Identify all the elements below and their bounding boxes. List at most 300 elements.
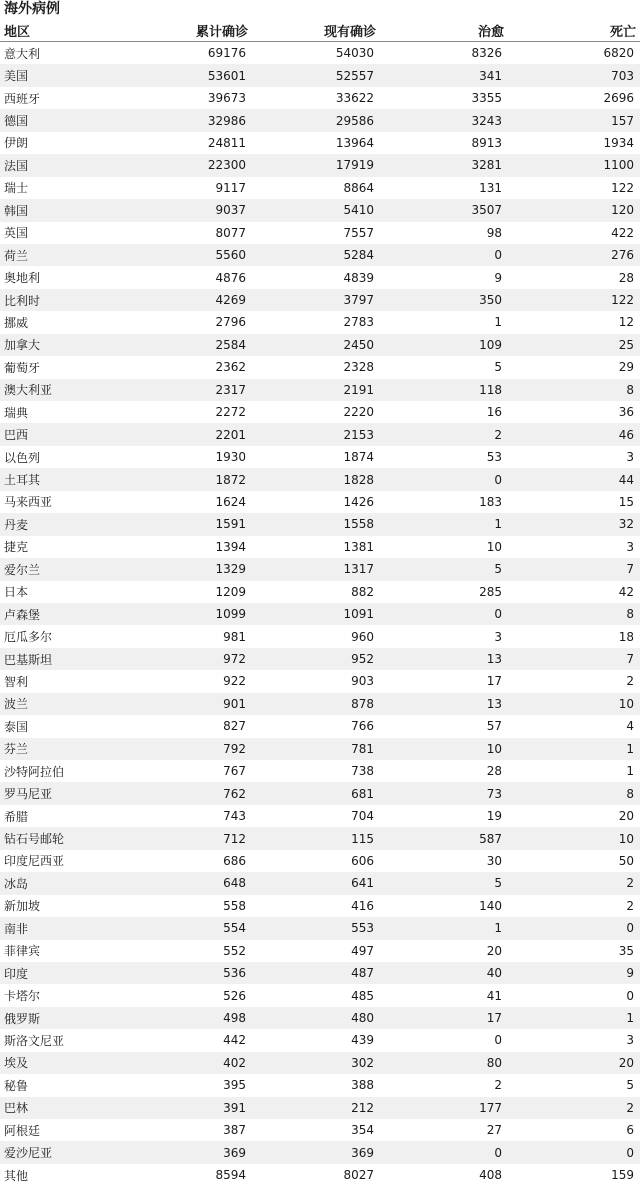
cell-deaths: 3 [508,1029,640,1051]
table-row [0,625,640,647]
cell-region: 法国 [0,154,132,176]
cell-current: 1828 [252,468,380,490]
table-row [0,1074,640,1096]
table-row [0,670,640,692]
cell-region: 葡萄牙 [0,356,132,378]
cell-region: 瑞典 [0,401,132,423]
cell-total: 526 [132,984,252,1006]
cell-current: 3797 [252,289,380,311]
cell-region: 韩国 [0,199,132,221]
cell-current: 8027 [252,1164,380,1186]
cell-total: 9037 [132,199,252,221]
cell-region: 比利时 [0,289,132,311]
cell-deaths: 3 [508,536,640,558]
cell-current: 606 [252,850,380,872]
cell-cured: 140 [380,895,508,917]
table-row [0,782,640,804]
cell-deaths: 122 [508,177,640,199]
table-row [0,648,640,670]
cell-total: 39673 [132,87,252,109]
cell-total: 32986 [132,109,252,131]
cell-cured: 183 [380,491,508,513]
table-row [0,895,640,917]
cell-cured: 20 [380,940,508,962]
cell-total: 558 [132,895,252,917]
cell-deaths: 422 [508,222,640,244]
cell-cured: 53 [380,446,508,468]
cell-region: 荷兰 [0,244,132,266]
table-row [0,311,640,333]
cell-cured: 0 [380,468,508,490]
cell-deaths: 44 [508,468,640,490]
cell-region: 伊朗 [0,132,132,154]
cell-total: 369 [132,1141,252,1163]
cell-current: 33622 [252,87,380,109]
cell-cured: 13 [380,693,508,715]
cell-deaths: 7 [508,558,640,580]
cell-current: 485 [252,984,380,1006]
cell-current: 2153 [252,423,380,445]
cell-current: 903 [252,670,380,692]
cell-current: 1874 [252,446,380,468]
cell-cured: 17 [380,670,508,692]
table-row [0,177,640,199]
cell-deaths: 9 [508,962,640,984]
cell-cured: 0 [380,1029,508,1051]
table-row [0,491,640,513]
cell-deaths: 276 [508,244,640,266]
cell-cured: 10 [380,536,508,558]
cell-total: 9117 [132,177,252,199]
cell-region: 沙特阿拉伯 [0,760,132,782]
cell-total: 2584 [132,334,252,356]
cell-deaths: 122 [508,289,640,311]
cell-deaths: 36 [508,401,640,423]
cell-total: 395 [132,1074,252,1096]
column-header-deaths: 死亡 [508,19,640,42]
cell-total: 712 [132,827,252,849]
cell-total: 972 [132,648,252,670]
cell-deaths: 42 [508,581,640,603]
table-row [0,1097,640,1119]
cell-deaths: 12 [508,311,640,333]
cell-deaths: 7 [508,648,640,670]
cell-current: 766 [252,715,380,737]
cell-region: 美国 [0,64,132,86]
cell-region: 阿根廷 [0,1119,132,1141]
cell-cured: 341 [380,64,508,86]
table-row [0,872,640,894]
cell-deaths: 2 [508,872,640,894]
cell-cured: 350 [380,289,508,311]
cell-total: 387 [132,1119,252,1141]
cell-total: 4876 [132,266,252,288]
cell-deaths: 0 [508,1141,640,1163]
cell-deaths: 50 [508,850,640,872]
table-row [0,850,640,872]
table-row [0,109,640,131]
header-row [0,19,640,42]
cell-cured: 40 [380,962,508,984]
column-header-region: 地区 [0,19,132,42]
cell-current: 497 [252,940,380,962]
cell-total: 8594 [132,1164,252,1186]
cell-current: 439 [252,1029,380,1051]
cell-total: 69176 [132,42,252,65]
table-row [0,199,640,221]
cell-current: 5284 [252,244,380,266]
cell-current: 52557 [252,64,380,86]
table-row [0,64,640,86]
table-row [0,154,640,176]
cell-region: 钻石号邮轮 [0,827,132,849]
cell-current: 388 [252,1074,380,1096]
cell-current: 2783 [252,311,380,333]
cell-region: 马来西亚 [0,491,132,513]
cell-region: 英国 [0,222,132,244]
cell-total: 2362 [132,356,252,378]
cell-current: 1091 [252,603,380,625]
cell-region: 厄瓜多尔 [0,625,132,647]
cell-deaths: 2 [508,670,640,692]
cell-current: 8864 [252,177,380,199]
cell-total: 827 [132,715,252,737]
cell-region: 卡塔尔 [0,984,132,1006]
cell-deaths: 8 [508,782,640,804]
cell-region: 菲律宾 [0,940,132,962]
table-row [0,244,640,266]
table-row [0,984,640,1006]
cell-total: 901 [132,693,252,715]
cell-region: 芬兰 [0,738,132,760]
cell-cured: 30 [380,850,508,872]
cell-current: 4839 [252,266,380,288]
cell-region: 澳大利亚 [0,379,132,401]
cell-current: 17919 [252,154,380,176]
cell-region: 加拿大 [0,334,132,356]
table-row [0,132,640,154]
cell-deaths: 10 [508,693,640,715]
table-row [0,468,640,490]
cell-current: 7557 [252,222,380,244]
page-title: 海外病例 [4,1,60,17]
cell-region: 意大利 [0,42,132,65]
cell-cured: 177 [380,1097,508,1119]
cell-current: 681 [252,782,380,804]
cell-total: 686 [132,850,252,872]
cell-deaths: 120 [508,199,640,221]
cell-cured: 5 [380,356,508,378]
table-header [0,19,640,42]
cell-deaths: 25 [508,334,640,356]
table-body [0,42,640,1187]
cell-deaths: 32 [508,513,640,535]
cell-cured: 3243 [380,109,508,131]
column-header-current: 现有确诊 [252,19,380,42]
table-row [0,1141,640,1163]
cell-current: 1381 [252,536,380,558]
cell-cured: 118 [380,379,508,401]
cell-cured: 73 [380,782,508,804]
cell-current: 369 [252,1141,380,1163]
cell-region: 秘鲁 [0,1074,132,1096]
cell-current: 5410 [252,199,380,221]
cell-deaths: 1100 [508,154,640,176]
cell-deaths: 18 [508,625,640,647]
table-row [0,42,640,65]
cell-region: 日本 [0,581,132,603]
cell-total: 22300 [132,154,252,176]
cell-region: 印度 [0,962,132,984]
cell-region: 巴基斯坦 [0,648,132,670]
cell-current: 2328 [252,356,380,378]
cell-current: 2191 [252,379,380,401]
cell-deaths: 2 [508,895,640,917]
cell-current: 738 [252,760,380,782]
cell-deaths: 29 [508,356,640,378]
cell-cured: 131 [380,177,508,199]
cell-deaths: 28 [508,266,640,288]
table-row [0,760,640,782]
cell-region: 罗马尼亚 [0,782,132,804]
cell-region: 丹麦 [0,513,132,535]
table-row [0,1052,640,1074]
cell-region: 希腊 [0,805,132,827]
cell-current: 2450 [252,334,380,356]
cell-cured: 57 [380,715,508,737]
cell-region: 波兰 [0,693,132,715]
cell-total: 792 [132,738,252,760]
cell-region: 捷克 [0,536,132,558]
cell-cured: 1 [380,311,508,333]
column-header-total: 累计确诊 [132,19,252,42]
cell-current: 641 [252,872,380,894]
cell-current: 29586 [252,109,380,131]
table-row [0,917,640,939]
table-row [0,87,640,109]
cell-cured: 285 [380,581,508,603]
table-row [0,289,640,311]
cell-total: 922 [132,670,252,692]
table-row [0,536,640,558]
cell-total: 552 [132,940,252,962]
cell-total: 24811 [132,132,252,154]
cell-deaths: 15 [508,491,640,513]
cell-cured: 28 [380,760,508,782]
cell-region: 以色列 [0,446,132,468]
cell-total: 1329 [132,558,252,580]
cell-region: 巴林 [0,1097,132,1119]
cell-region: 俄罗斯 [0,1007,132,1029]
cell-deaths: 10 [508,827,640,849]
cell-cured: 10 [380,738,508,760]
cell-region: 巴西 [0,423,132,445]
column-header-cured: 治愈 [380,19,508,42]
cell-total: 498 [132,1007,252,1029]
cell-cured: 9 [380,266,508,288]
cell-current: 212 [252,1097,380,1119]
cell-current: 302 [252,1052,380,1074]
cell-deaths: 46 [508,423,640,445]
cell-region: 德国 [0,109,132,131]
table-row [0,693,640,715]
cell-cured: 3507 [380,199,508,221]
table-row [0,581,640,603]
cell-region: 印度尼西亚 [0,850,132,872]
cell-region: 泰国 [0,715,132,737]
cell-deaths: 5 [508,1074,640,1096]
cell-total: 1099 [132,603,252,625]
cell-total: 2201 [132,423,252,445]
cell-cured: 2 [380,1074,508,1096]
cell-current: 952 [252,648,380,670]
cell-region: 埃及 [0,1052,132,1074]
cell-current: 416 [252,895,380,917]
cell-region: 智利 [0,670,132,692]
cell-deaths: 0 [508,984,640,1006]
table-row [0,962,640,984]
table-row [0,334,640,356]
cell-current: 960 [252,625,380,647]
cell-region: 冰岛 [0,872,132,894]
cell-region: 挪威 [0,311,132,333]
cell-total: 1624 [132,491,252,513]
cell-cured: 5 [380,872,508,894]
cell-region: 其他 [0,1164,132,1186]
cell-region: 爱沙尼亚 [0,1141,132,1163]
table-row [0,558,640,580]
cell-deaths: 8 [508,603,640,625]
cell-cured: 1 [380,513,508,535]
cell-deaths: 4 [508,715,640,737]
cell-cured: 109 [380,334,508,356]
table-row [0,356,640,378]
cell-current: 553 [252,917,380,939]
cell-deaths: 20 [508,1052,640,1074]
cell-total: 536 [132,962,252,984]
cell-deaths: 703 [508,64,640,86]
table-row [0,379,640,401]
cell-cured: 98 [380,222,508,244]
cell-cured: 0 [380,244,508,266]
table-row [0,738,640,760]
cell-current: 115 [252,827,380,849]
cell-cured: 0 [380,603,508,625]
cell-total: 981 [132,625,252,647]
cell-total: 1872 [132,468,252,490]
cell-region: 土耳其 [0,468,132,490]
table-row [0,513,640,535]
cell-total: 4269 [132,289,252,311]
cell-region: 瑞士 [0,177,132,199]
cell-current: 13964 [252,132,380,154]
cell-region: 卢森堡 [0,603,132,625]
cell-cured: 3355 [380,87,508,109]
cell-deaths: 35 [508,940,640,962]
cell-total: 8077 [132,222,252,244]
cell-cured: 16 [380,401,508,423]
cell-current: 2220 [252,401,380,423]
table-row [0,222,640,244]
cell-deaths: 1 [508,738,640,760]
cell-current: 487 [252,962,380,984]
cell-region: 奥地利 [0,266,132,288]
cell-current: 781 [252,738,380,760]
cell-total: 743 [132,805,252,827]
cell-total: 1209 [132,581,252,603]
cell-cured: 587 [380,827,508,849]
cell-region: 斯洛文尼亚 [0,1029,132,1051]
cell-region: 爱尔兰 [0,558,132,580]
table-row [0,940,640,962]
table-row [0,805,640,827]
cell-total: 648 [132,872,252,894]
table-row [0,1029,640,1051]
cell-current: 882 [252,581,380,603]
cell-deaths: 2696 [508,87,640,109]
cell-total: 2317 [132,379,252,401]
cell-cured: 1 [380,917,508,939]
table-row [0,446,640,468]
cell-deaths: 1 [508,1007,640,1029]
cell-current: 1426 [252,491,380,513]
cell-total: 402 [132,1052,252,1074]
cell-total: 554 [132,917,252,939]
table-row [0,827,640,849]
table-row [0,401,640,423]
cell-cured: 13 [380,648,508,670]
cell-cured: 8326 [380,42,508,65]
cell-deaths: 6 [508,1119,640,1141]
cell-region: 南非 [0,917,132,939]
cell-current: 1317 [252,558,380,580]
cell-deaths: 1 [508,760,640,782]
cell-region: 新加坡 [0,895,132,917]
cell-cured: 80 [380,1052,508,1074]
table-row [0,423,640,445]
cell-deaths: 6820 [508,42,640,65]
cell-cured: 8913 [380,132,508,154]
cell-total: 5560 [132,244,252,266]
cell-total: 762 [132,782,252,804]
cell-total: 1591 [132,513,252,535]
cell-current: 704 [252,805,380,827]
cell-total: 2272 [132,401,252,423]
table-row [0,715,640,737]
cell-current: 878 [252,693,380,715]
table-row [0,603,640,625]
cell-cured: 0 [380,1141,508,1163]
cell-deaths: 159 [508,1164,640,1186]
cell-deaths: 3 [508,446,640,468]
cell-current: 54030 [252,42,380,65]
cell-deaths: 0 [508,917,640,939]
cell-cured: 17 [380,1007,508,1029]
table-row [0,1119,640,1141]
cell-current: 354 [252,1119,380,1141]
table-row [0,1164,640,1186]
cases-table [0,19,640,1186]
cell-total: 1394 [132,536,252,558]
cell-deaths: 1934 [508,132,640,154]
cell-deaths: 157 [508,109,640,131]
cell-cured: 408 [380,1164,508,1186]
cell-cured: 2 [380,423,508,445]
cell-current: 1558 [252,513,380,535]
cell-total: 442 [132,1029,252,1051]
cell-cured: 19 [380,805,508,827]
cell-deaths: 8 [508,379,640,401]
